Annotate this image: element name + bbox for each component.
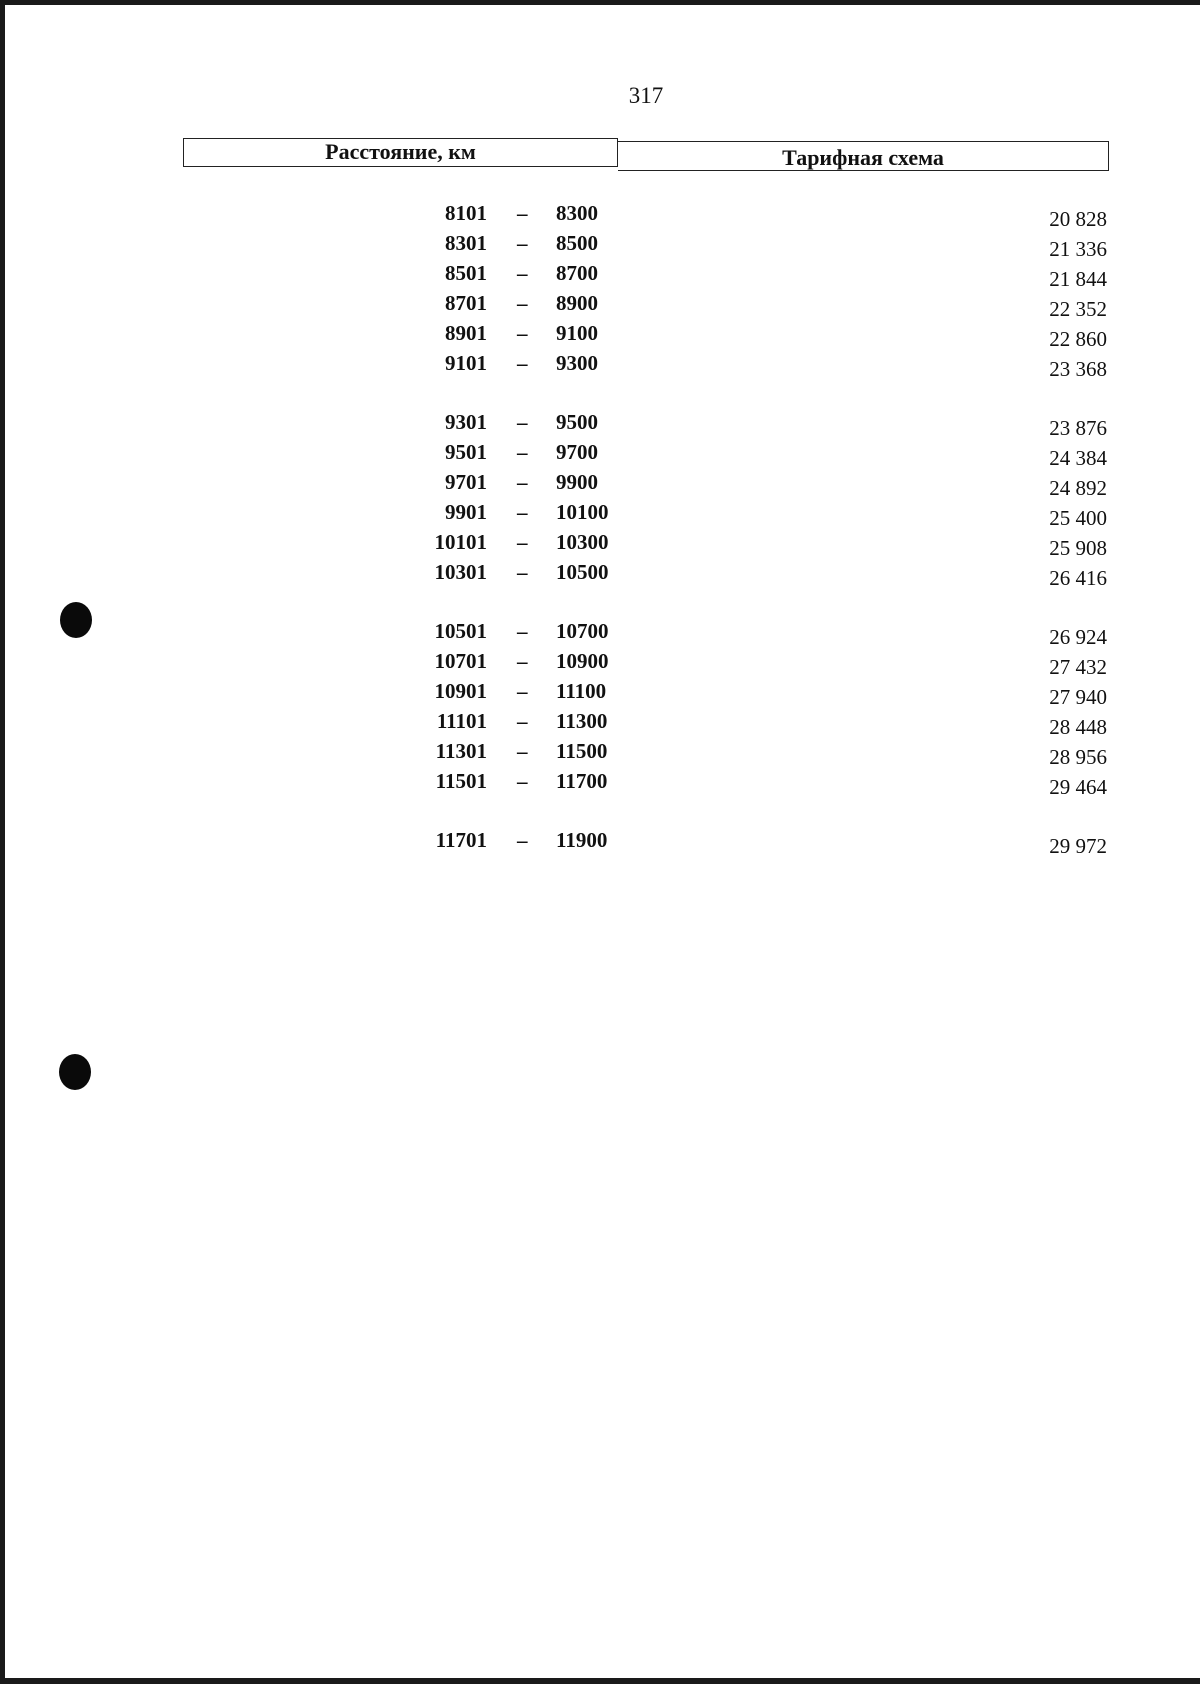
range-to: 11100 [556, 679, 607, 703]
table-row [5, 470, 1200, 500]
range-to: 8900 [556, 291, 598, 315]
table-row [5, 769, 1200, 799]
table-row [5, 410, 1200, 440]
range-dash: – [517, 440, 528, 464]
range-to: 10700 [556, 619, 609, 643]
tariff-value: 23 368 [1049, 357, 1107, 381]
table-row [5, 739, 1200, 769]
table-row [5, 351, 1200, 381]
range-dash: – [517, 500, 528, 524]
range-from: 10101 [434, 530, 487, 554]
header-distance: Расстояние, км [183, 138, 618, 167]
range-to: 8300 [556, 201, 598, 225]
tariff-value: 29 464 [1049, 775, 1107, 799]
range-from: 10301 [434, 560, 487, 584]
range-from: 10701 [434, 649, 487, 673]
range-from: 8501 [445, 261, 487, 285]
range-dash: – [517, 828, 528, 852]
table-row [5, 201, 1200, 231]
range-from: 9701 [445, 470, 487, 494]
tariff-value: 22 352 [1049, 297, 1107, 321]
range-to: 10900 [556, 649, 609, 673]
table-row [5, 709, 1200, 739]
range-dash: – [517, 560, 528, 584]
range-to: 9700 [556, 440, 598, 464]
range-dash: – [517, 291, 528, 315]
range-from: 10501 [434, 619, 487, 643]
table-row [5, 440, 1200, 470]
punch-hole [60, 602, 92, 638]
range-from: 9501 [445, 440, 487, 464]
tariff-value: 27 432 [1049, 655, 1107, 679]
table-row [5, 530, 1200, 560]
range-from: 11101 [436, 709, 487, 733]
range-dash: – [517, 261, 528, 285]
range-dash: – [517, 470, 528, 494]
table-row [5, 679, 1200, 709]
range-dash: – [517, 530, 528, 554]
range-dash: – [517, 619, 528, 643]
range-dash: – [517, 201, 528, 225]
range-to: 10100 [556, 500, 609, 524]
range-from: 8701 [445, 291, 487, 315]
range-to: 10500 [556, 560, 609, 584]
range-to: 11300 [556, 709, 608, 733]
range-to: 9300 [556, 351, 598, 375]
range-dash: – [517, 709, 528, 733]
header-tariff: Тарифная схема [618, 141, 1109, 171]
range-to: 9900 [556, 470, 598, 494]
table-row [5, 231, 1200, 261]
tariff-value: 21 844 [1049, 267, 1107, 291]
range-from: 8301 [445, 231, 487, 255]
range-to: 8700 [556, 261, 598, 285]
page-number: 317 [628, 83, 664, 108]
tariff-value: 22 860 [1049, 327, 1107, 351]
tariff-value: 23 876 [1049, 416, 1107, 440]
tariff-value: 24 892 [1049, 476, 1107, 500]
table-row [5, 649, 1200, 679]
range-from: 9101 [445, 351, 487, 375]
range-from: 9901 [445, 500, 487, 524]
range-to: 11900 [556, 828, 608, 852]
range-to: 10300 [556, 530, 609, 554]
tariff-value: 26 924 [1049, 625, 1107, 649]
tariff-value: 28 448 [1049, 715, 1107, 739]
range-dash: – [517, 351, 528, 375]
range-from: 11301 [435, 739, 487, 763]
range-from: 8901 [445, 321, 487, 345]
range-dash: – [517, 769, 528, 793]
tariff-value: 25 400 [1049, 506, 1107, 530]
table-row [5, 560, 1200, 590]
table-row [5, 619, 1200, 649]
tariff-value: 29 972 [1049, 834, 1107, 858]
range-to: 11700 [556, 769, 608, 793]
range-to: 9500 [556, 410, 598, 434]
range-dash: – [517, 739, 528, 763]
table-row [5, 321, 1200, 351]
range-from: 11501 [435, 769, 487, 793]
range-dash: – [517, 649, 528, 673]
tariff-value: 25 908 [1049, 536, 1107, 560]
range-to: 9100 [556, 321, 598, 345]
tariff-value: 24 384 [1049, 446, 1107, 470]
range-dash: – [517, 231, 528, 255]
range-dash: – [517, 321, 528, 345]
range-dash: – [517, 679, 528, 703]
punch-hole [59, 1054, 91, 1090]
table-row [5, 828, 1200, 858]
range-dash: – [517, 410, 528, 434]
tariff-value: 27 940 [1049, 685, 1107, 709]
range-from: 9301 [445, 410, 487, 434]
tariff-value: 28 956 [1049, 745, 1107, 769]
tariff-value: 26 416 [1049, 566, 1107, 590]
range-from: 11701 [435, 828, 487, 852]
table-row [5, 291, 1200, 321]
range-from: 10901 [434, 679, 487, 703]
tariff-value: 20 828 [1049, 207, 1107, 231]
range-to: 11500 [556, 739, 608, 763]
range-from: 8101 [445, 201, 487, 225]
table-header [183, 138, 1109, 169]
table-row [5, 261, 1200, 291]
tariff-value: 21 336 [1049, 237, 1107, 261]
table-row [5, 500, 1200, 530]
range-to: 8500 [556, 231, 598, 255]
